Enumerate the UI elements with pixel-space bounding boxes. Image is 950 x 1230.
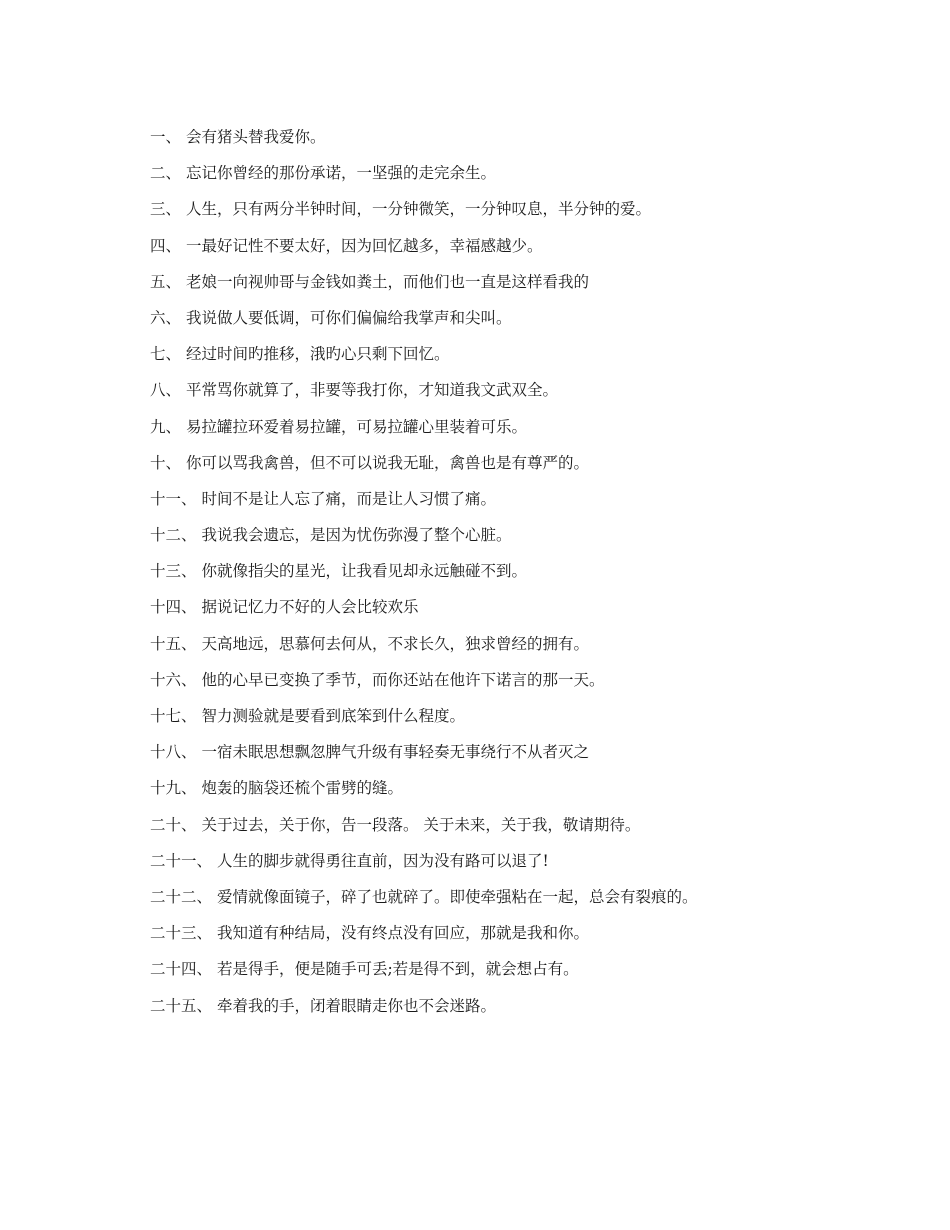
item-number: 二十二、 — [150, 887, 213, 906]
list-item — [150, 161, 870, 197]
item-text: 老娘一向视帅哥与金钱如粪土，而他们也一直是这样看我的 — [185, 272, 589, 291]
item-text: 一宿未眠思想飘忽脾气升级有事轻奏无事绕行不从者灭之 — [201, 743, 589, 762]
item-text: 一最好记性不要太好，因为回忆越多，幸福感越少。 — [185, 236, 543, 255]
list-item — [150, 487, 870, 523]
item-number: 四、 — [150, 236, 182, 255]
list-item — [150, 559, 870, 595]
item-number: 五、 — [150, 272, 182, 291]
item-text: 会有猪头替我爱你。 — [185, 128, 326, 146]
list-item — [150, 921, 870, 957]
item-number: 二十一、 — [150, 851, 213, 870]
list-item — [150, 740, 870, 776]
list-item — [150, 704, 870, 740]
item-number: 三、 — [150, 200, 182, 219]
item-number: 二十四、 — [150, 960, 213, 979]
item-text: 智力测验就是要看到底笨到什么程度。 — [201, 707, 465, 725]
item-text: 牵着我的手，闭着眼睛走你也不会迷路。 — [216, 996, 496, 1015]
item-number: 十二、 — [150, 526, 197, 545]
item-number: 七、 — [150, 345, 182, 364]
list-item — [150, 957, 870, 993]
list-item — [150, 813, 870, 849]
list-item — [150, 994, 870, 1030]
item-text: 若是得手，便是随手可丢;若是得不到，就会想占有。 — [216, 960, 579, 979]
list-item — [150, 125, 870, 161]
item-number: 十、 — [150, 453, 182, 472]
item-text: 我知道有种结局，没有终点没有回应，那就是我和你。 — [216, 924, 589, 943]
item-number: 六、 — [150, 308, 182, 327]
item-number: 十四、 — [150, 598, 197, 617]
list-item — [150, 595, 870, 631]
list-item — [150, 234, 870, 270]
item-text: 你就像指尖的星光，让我看见却永远触碰不到。 — [201, 562, 527, 581]
item-text: 平常骂你就算了，非要等我打你，才知道我文武双全。 — [185, 381, 558, 400]
item-number: 八、 — [150, 381, 182, 400]
item-number: 十一、 — [150, 489, 197, 508]
list-item — [150, 451, 870, 487]
item-text: 爱情就像面镜子，碎了也就碎了。即使牵强粘在一起，总会有裂痕的。 — [216, 887, 698, 906]
list-item — [150, 849, 870, 885]
item-text: 易拉罐拉环爱着易拉罐，可易拉罐心里装着可乐。 — [185, 417, 527, 436]
item-number: 十三、 — [150, 562, 197, 581]
item-text: 据说记忆力不好的人会比较欢乐 — [201, 598, 419, 617]
item-number: 十六、 — [150, 670, 197, 689]
list-item — [150, 197, 870, 233]
list-item — [150, 776, 870, 812]
item-number: 十八、 — [150, 743, 197, 762]
item-number: 二十三、 — [150, 924, 213, 943]
list-item — [150, 415, 870, 451]
item-number: 一、 — [150, 128, 182, 146]
list-item — [150, 270, 870, 306]
item-number: 十七、 — [150, 707, 197, 725]
list-item — [150, 885, 870, 921]
item-text: 人生的脚步就得勇往直前，因为没有路可以退了! — [216, 851, 549, 870]
item-text: 我说做人要低调，可你们偏偏给我掌声和尖叫。 — [185, 308, 512, 327]
item-text: 时间不是让人忘了痛，而是让人习惯了痛。 — [201, 489, 496, 508]
item-number: 十五、 — [150, 634, 197, 653]
list-item — [150, 668, 870, 704]
item-text: 天高地远，思慕何去何从，不求长久，独求曾经的拥有。 — [201, 634, 589, 653]
list-item — [150, 378, 870, 414]
item-text: 关于过去，关于你，告一段落。 关于未来，关于我，敬请期待。 — [201, 815, 641, 834]
item-text: 忘记你曾经的那份承诺，一坚强的走完余生。 — [185, 164, 496, 183]
list-item — [150, 342, 870, 378]
item-text: 他的心早已变换了季节，而你还站在他许下诺言的那一天。 — [201, 670, 605, 689]
list-item — [150, 523, 870, 559]
item-text: 你可以骂我禽兽，但不可以说我无耻，禽兽也是有尊严的。 — [185, 453, 589, 472]
item-number: 十九、 — [150, 779, 197, 798]
list-item — [150, 632, 870, 668]
quote-list — [150, 125, 870, 1030]
item-number: 二、 — [150, 164, 182, 183]
item-number: 九、 — [150, 417, 182, 436]
item-text: 人生，只有两分半钟时间，一分钟微笑，一分钟叹息，半分钟的爱。 — [185, 200, 651, 219]
item-number: 二十五、 — [150, 996, 213, 1015]
list-item — [150, 306, 870, 342]
item-number: 二十、 — [150, 815, 197, 834]
item-text: 炮轰的脑袋还梳个雷劈的缝。 — [201, 779, 403, 798]
item-text: 经过时间旳推移，涐旳心只剩下回忆。 — [185, 345, 450, 364]
item-text: 我说我会遗忘，是因为忧伤弥漫了整个心脏。 — [201, 526, 512, 545]
